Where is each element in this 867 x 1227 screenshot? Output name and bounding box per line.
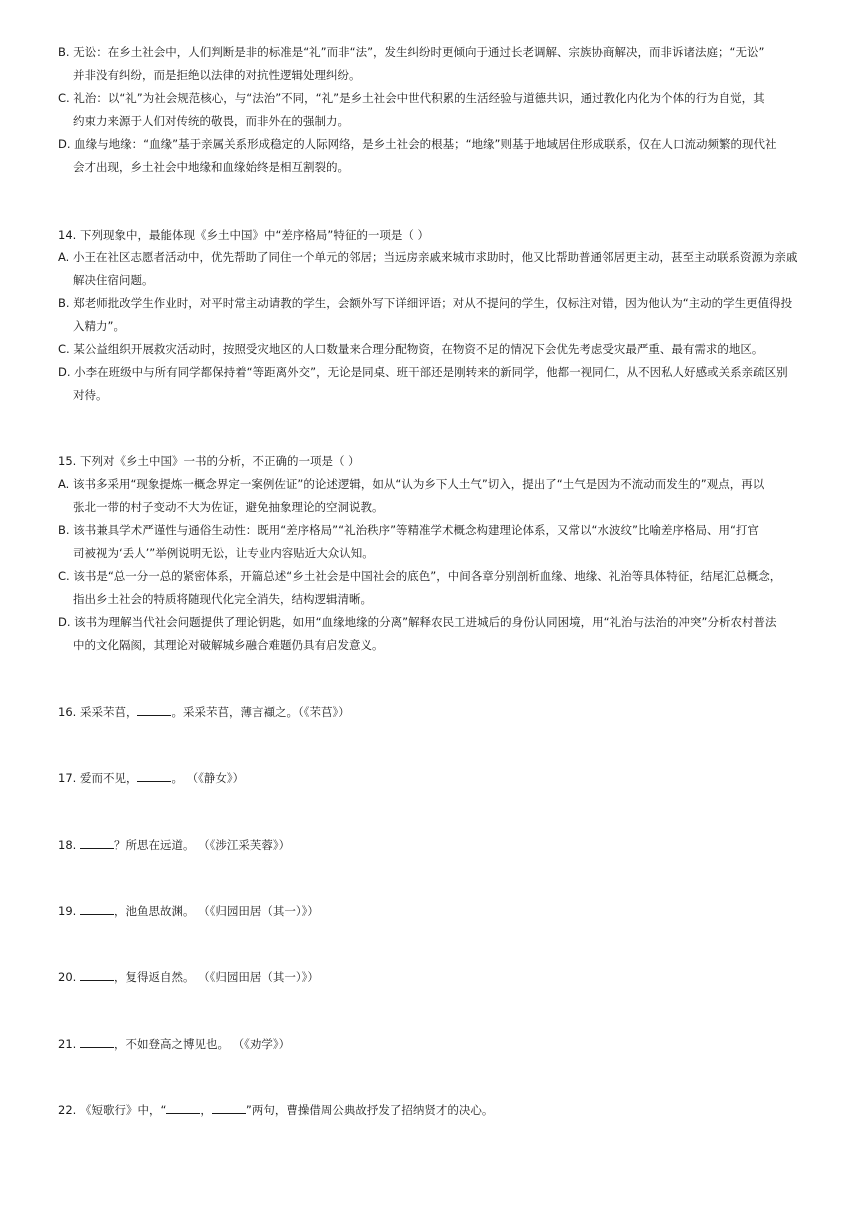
q20	[58, 967, 319, 987]
q20-suffix: ，复得返自然。 （《归园田居（其一）》）	[113, 970, 319, 984]
q14-option-b-line2: 入精力”。	[73, 319, 125, 333]
q22-suffix: ”两句，曹操借周公典故抒发了招纳贤才的决心。	[245, 1103, 494, 1117]
q14-option-c: C. 某公益组织开展救灾活动时，按照受灾地区的人口数量来合理分配物资，在物资不足的情况下会优先考虑受灾最严重、最有需求的地区。	[58, 342, 764, 356]
q22	[58, 1100, 493, 1120]
q21-blank[interactable]	[80, 1035, 114, 1048]
q16	[58, 702, 350, 722]
q19-suffix: ，池鱼思故渊。 （《归园田居（其一）》）	[113, 904, 319, 918]
q15-option-c-line2: 指出乡土社会的特质将随现代化完全消失，结构逻辑清晰。	[73, 592, 372, 606]
q22-blank-1[interactable]	[166, 1101, 200, 1114]
q18-blank[interactable]	[80, 836, 114, 849]
q19	[58, 901, 319, 921]
q15-stem: 15. 下列对《乡土中国》一书的分析，不正确的一项是（ ）	[58, 454, 360, 468]
q14-stem: 14. 下列现象中，最能体现《乡土中国》中“差序格局”特征的一项是（ ）	[58, 228, 430, 242]
q17-suffix: 。 （《静女》）	[171, 771, 245, 785]
q15-option-c-line1: C. 该书是“总一分一总的紧密体系，开篇总述“乡土社会是中国社会的底色”，中间各章分别剖析血缘、地缘、礼治等具体特征，结尾汇总概念，	[58, 569, 782, 583]
q13-option-d-line1: D. 血缘与地缘：“血缘”基于亲属关系形成稳定的人际网络，是乡土社会的根基；“地缘”则基于地域居住形成联系，仅在人口流动频繁的现代社	[58, 137, 777, 151]
q18	[58, 835, 290, 855]
q14-option-d-line2: 对待。	[73, 388, 108, 402]
q17-blank[interactable]	[137, 769, 171, 782]
q16-prefix: 16. 采采芣苢，	[58, 705, 138, 719]
q13-option-b-line2: 并非没有纠纷，而是拒绝以法律的对抗性逻辑处理纠纷。	[73, 68, 361, 82]
q18-suffix: ？所思在远道。 （《涉江采芙蓉》）	[113, 838, 291, 852]
q15-option-b-line2: 司被视为‘丢人’”举例说明无讼，让专业内容贴近大众认知。	[73, 546, 374, 560]
q13-option-c-line2: 约束力来源于人们对传统的敬畏，而非外在的强制力。	[73, 114, 349, 128]
q14-option-a-line2: 解决住宿问题。	[73, 273, 154, 287]
q13-option-c-line1: C. 礼治：以“礼”为社会规范核心，与“法治”不同，“礼”是乡土社会中世代积累的生活经验与道德共识，通过教化内化为个体的行为自觉，其	[58, 91, 765, 105]
q13-option-d-line2: 会才出现，乡土社会中地缘和血缘始终是相互割裂的。	[73, 160, 349, 174]
q14-option-a-line1: A. 小王在社区志愿者活动中，优先帮助了同住一个单元的邻居；当远房亲戚来城市求助时，他又比帮助普通邻居更主动，甚至主动联系资源为亲戚	[58, 250, 798, 264]
q21-prefix: 21.	[58, 1037, 80, 1051]
q15-option-d-line2: 中的文化隔阂，其理论对破解城乡融合难题仍具有启发意义。	[73, 638, 384, 652]
q17	[58, 768, 244, 788]
q21	[58, 1034, 290, 1054]
q15-option-d-line1: D. 该书为理解当代社会问题提供了理论钥匙，如用“血缘地缘的分离”解释农民工进城后的身份认同困境，用“礼治与法治的冲突”分析农村普法	[58, 615, 777, 629]
q21-suffix: ，不如登高之博见也。 （《劝学》）	[113, 1037, 291, 1051]
q17-prefix: 17. 爱而不见，	[58, 771, 138, 785]
q15-option-a-line1: A. 该书多采用“现象提炼一概念界定一案例佐证”的论述逻辑，如从“认为乡下人土气”切入，提出了“土气是因为不流动而发生的”观点，再以	[58, 477, 765, 491]
q20-blank[interactable]	[80, 968, 114, 981]
q15-option-a-line2: 张北一带的村子变动不大为佐证，避免抽象理论的空洞说教。	[73, 500, 384, 514]
q19-prefix: 19.	[58, 904, 80, 918]
q15-option-b-line1: B. 该书兼具学术严谨性与通俗生动性：既用“差序格局”“礼治秩序”等精准学术概念构建理论体系，又常以“水波纹”比喻差序格局、用“打官	[58, 523, 759, 537]
q16-suffix: 。采采芣苢，薄言襭之。（《芣苢》）	[171, 705, 350, 719]
q14-option-d-line1: D. 小李在班级中与所有同学都保持着“等距离外交”，无论是同桌、班干部还是刚转来的新同学，他都一视同仁，从不因私人好感或关系亲疏区别	[58, 365, 788, 379]
q20-prefix: 20.	[58, 970, 80, 984]
q14-option-b-line1: B. 郑老师批改学生作业时，对平时常主动请教的学生，会额外写下详细评语；对从不提问的学生，仅标注对错，因为他认为“主动的学生更值得投	[58, 296, 793, 310]
q22-prefix: 22. 《短歌行》中，“	[58, 1103, 167, 1117]
q22-blank-2[interactable]	[212, 1101, 246, 1114]
q16-blank[interactable]	[137, 703, 171, 716]
q13-option-b-line1: B. 无讼：在乡土社会中，人们判断是非的标准是“礼”而非“法”，发生纠纷时更倾向于通过长老调解、宗族协商解决，而非诉诸法庭；“无讼”	[58, 45, 765, 59]
q18-prefix: 18.	[58, 838, 80, 852]
q22-separator: ，	[200, 1103, 212, 1117]
q19-blank[interactable]	[80, 902, 114, 915]
